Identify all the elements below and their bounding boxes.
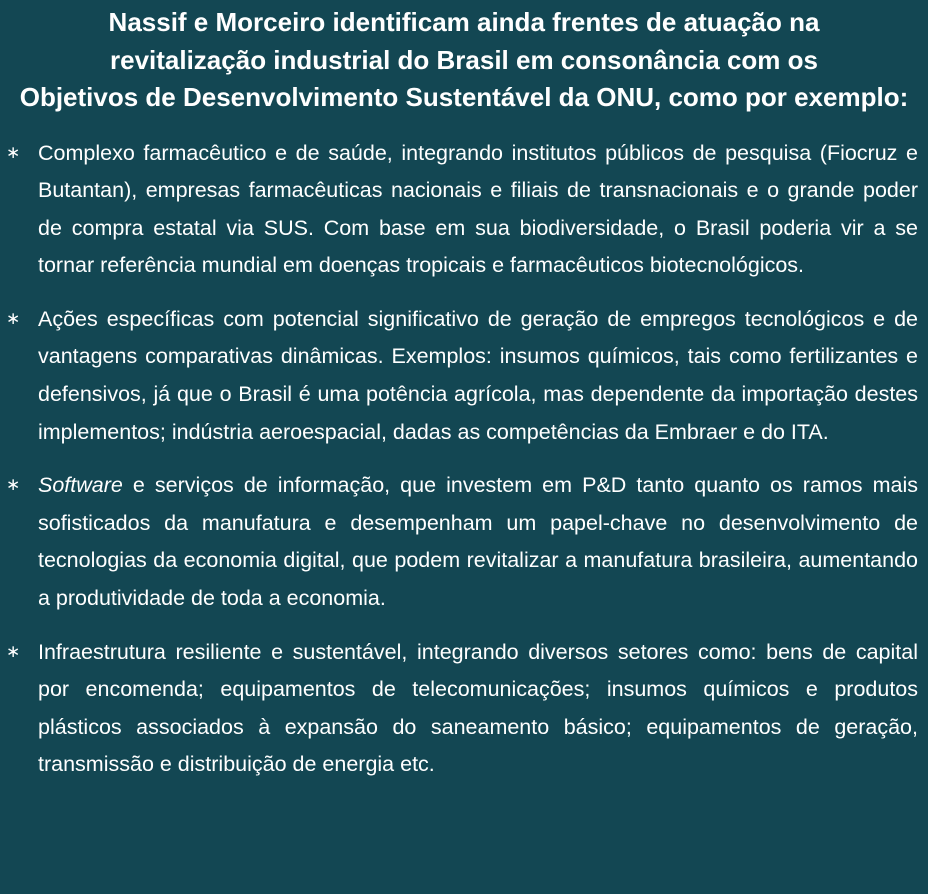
bullet-list	[0, 135, 918, 785]
asterisk-bullet-icon: ∗	[6, 641, 21, 662]
title-line: revitalização industrial do Brasil em consonância com os	[109, 44, 818, 75]
asterisk-bullet-icon: ∗	[6, 475, 21, 496]
bullet-item	[0, 135, 918, 285]
bullet-italic-lead: Software	[38, 473, 123, 498]
bullet-text	[38, 473, 918, 610]
bullet-item	[0, 634, 918, 784]
title-line: Objetivos de Desenvolvimento Sustentável da ONU, como por exemplo:	[19, 82, 909, 112]
bullet-text: Complexo farmacêutico e de saúde, integrando institutos públicos de pesquisa (Fiocruz e Butantan), empresas farmacêuticas nacionais e filiais de transnacionais e o grande poder de compra estatal via SUS. Com base em sua biodiversidade, o Brasil poderia vir a se tornar referência mundial em doenças tropicais e farmacêuticos biotecnológicos.	[38, 140, 918, 278]
asterisk-bullet-icon: ∗	[6, 142, 21, 163]
bullet-text: Ações específicas com potencial significativo de geração de empregos tecnológicos e de vantagens comparativas dinâmicas. Exemplos: insumos químicos, tais como fertilizantes e defensivos, já que o Brasil é uma potência agrícola, mas dependente da importação destes implementos; indústria aeroespacial, dadas as competências da Embraer e do ITA.	[38, 306, 918, 444]
bullet-text-rest: e serviços de informação, que investem em P&D tanto quanto os ramos mais sofisticados da manufatura e desempenham um papel-chave no desenvolvimento de tecnologias da economia digital, que podem revitalizar a manufatura brasileira, aumentando a produtividade de toda a economia.	[38, 473, 918, 611]
bullet-text: Infraestrutura resiliente e sustentável, integrando diversos setores como: bens de capital por encomenda; equipamentos de telecomunicações; insumos químicos e produtos plásticos associados à expansão do saneamento básico; equipamentos de geração, transmissão e distribuição de energia etc.	[38, 639, 918, 777]
bullet-item	[0, 467, 918, 617]
asterisk-bullet-icon: ∗	[6, 308, 21, 329]
bullet-item	[0, 301, 918, 451]
title-line: Nassif e Morceiro identificam ainda frentes de atuação na	[108, 7, 820, 37]
slide-title	[0, 4, 918, 117]
